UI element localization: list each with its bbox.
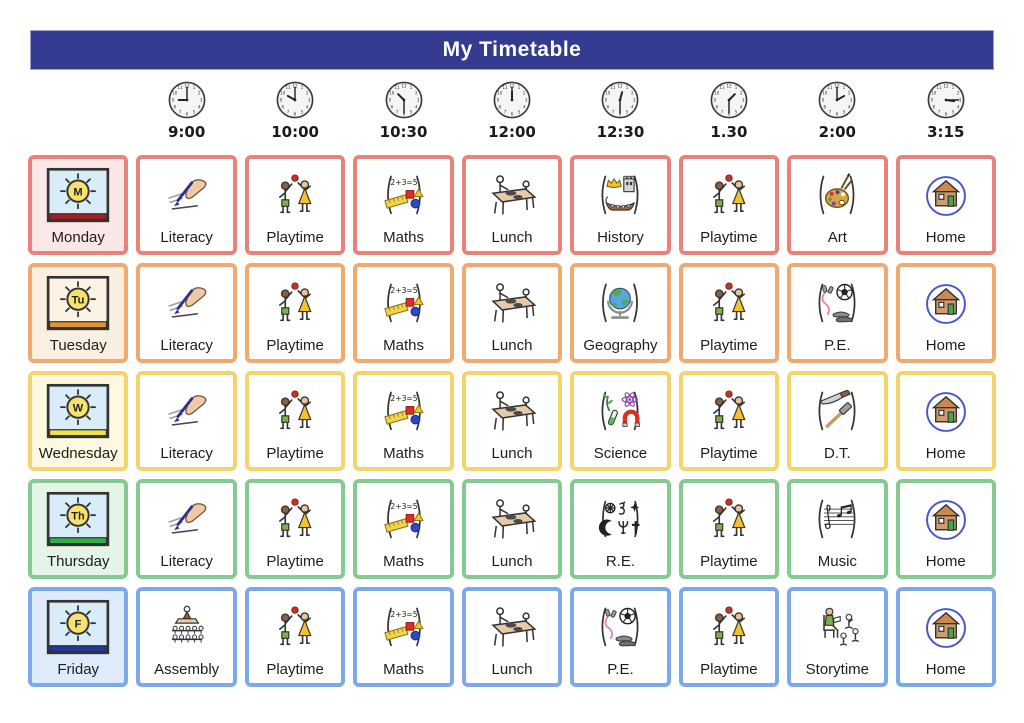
svg-text:1: 1 <box>626 85 629 91</box>
svg-text:6: 6 <box>185 111 188 117</box>
svg-text:10: 10 <box>388 90 394 96</box>
cell-thursday-3-maths <box>353 479 453 579</box>
day-cell-friday <box>28 587 128 687</box>
svg-text:F: F <box>74 618 82 631</box>
svg-text:10: 10 <box>822 90 828 96</box>
cell-wednesday-4-lunch <box>462 371 562 471</box>
svg-text:2+3=5: 2+3=5 <box>389 610 418 620</box>
day-label: Friday <box>57 661 100 678</box>
svg-text:3: 3 <box>633 97 636 103</box>
svg-text:4: 4 <box>414 104 418 110</box>
lunch-icon <box>486 494 538 546</box>
svg-text:1: 1 <box>843 85 846 91</box>
day-cell-thursday <box>28 479 128 579</box>
clock-cell-10-30 <box>353 78 453 141</box>
playtime-icon <box>269 170 321 222</box>
pe-icon <box>811 278 863 330</box>
svg-text:2: 2 <box>306 90 309 96</box>
cell-monday-5-history <box>570 155 670 255</box>
subject-label: Playtime <box>266 553 324 570</box>
svg-text:3: 3 <box>741 97 745 103</box>
svg-text:7: 7 <box>612 109 615 115</box>
art-icon <box>811 170 863 222</box>
subject-label: Storytime <box>805 661 869 678</box>
svg-text:5: 5 <box>626 109 629 115</box>
clock-row <box>28 78 996 141</box>
clock-cell-12-00 <box>462 78 562 141</box>
subject-label: Maths <box>383 445 424 462</box>
subject-label: Home <box>925 553 966 570</box>
svg-text:9: 9 <box>279 97 283 103</box>
svg-text:2+3=5: 2+3=5 <box>389 286 418 296</box>
time-label: 9:00 <box>168 123 206 141</box>
clock-cell-2-00 <box>787 78 887 141</box>
svg-text:8: 8 <box>281 104 285 110</box>
home-icon <box>920 602 972 654</box>
cell-thursday-7-music <box>787 479 887 579</box>
cell-wednesday-2-playtime <box>245 371 345 471</box>
day-label: Thursday <box>46 553 110 570</box>
svg-text:9: 9 <box>496 97 500 103</box>
subject-label: D.T. <box>823 445 851 462</box>
svg-text:Th: Th <box>71 510 85 523</box>
subject-label: Maths <box>383 553 424 570</box>
svg-text:1: 1 <box>517 85 521 91</box>
subject-label: History <box>597 229 644 246</box>
time-label: 3:15 <box>927 123 965 141</box>
svg-text:W: W <box>73 402 84 415</box>
svg-text:5: 5 <box>843 109 846 115</box>
svg-text:4: 4 <box>956 104 960 110</box>
literacy-icon <box>161 170 213 222</box>
day-cell-tuesday <box>28 263 128 363</box>
svg-text:12: 12 <box>509 83 515 89</box>
svg-text:12: 12 <box>726 83 732 89</box>
svg-text:1: 1 <box>192 85 195 91</box>
home-icon <box>920 278 972 330</box>
svg-text:12: 12 <box>943 83 949 89</box>
svg-text:12: 12 <box>617 83 623 89</box>
svg-text:7: 7 <box>829 109 832 115</box>
day-label: Wednesday <box>38 445 118 462</box>
subject-label: Literacy <box>160 229 213 246</box>
svg-text:3: 3 <box>307 97 311 103</box>
subject-label: Home <box>925 229 966 246</box>
clock-icon <box>273 78 317 122</box>
subject-label: Playtime <box>266 445 324 462</box>
subject-label: Playtime <box>266 337 324 354</box>
timetable-grid <box>28 155 996 687</box>
time-label: 10:00 <box>271 123 319 141</box>
svg-text:2: 2 <box>197 90 201 96</box>
time-label: 2:00 <box>818 123 856 141</box>
literacy-icon <box>161 278 213 330</box>
cell-thursday-2-playtime <box>245 479 345 579</box>
clock-cell-12-30 <box>570 78 670 141</box>
svg-text:11: 11 <box>827 85 833 91</box>
cell-monday-7-art <box>787 155 887 255</box>
svg-text:10: 10 <box>171 90 177 96</box>
cell-monday-4-lunch <box>462 155 562 255</box>
subject-label: Science <box>593 445 648 462</box>
svg-text:2: 2 <box>631 90 634 96</box>
svg-text:2: 2 <box>956 90 960 96</box>
svg-text:7: 7 <box>178 109 181 115</box>
svg-text:12: 12 <box>292 83 298 89</box>
svg-text:8: 8 <box>715 104 718 110</box>
subject-label: Lunch <box>491 229 533 246</box>
svg-text:7: 7 <box>503 109 507 115</box>
svg-text:10: 10 <box>714 90 720 96</box>
clock-icon <box>707 78 751 122</box>
day-monday-icon <box>46 167 110 226</box>
svg-text:5: 5 <box>734 109 738 115</box>
clock-icon <box>490 78 534 122</box>
svg-text:4: 4 <box>197 104 201 110</box>
home-icon <box>920 170 972 222</box>
svg-text:3: 3 <box>199 97 202 103</box>
cell-tuesday-1-literacy <box>136 263 236 363</box>
svg-text:6: 6 <box>944 111 948 117</box>
cell-wednesday-1-literacy <box>136 371 236 471</box>
svg-text:6: 6 <box>510 111 514 117</box>
svg-text:7: 7 <box>720 109 724 115</box>
day-label: Monday <box>51 229 105 246</box>
subject-label: Playtime <box>700 553 758 570</box>
playtime-icon <box>703 278 755 330</box>
svg-text:1: 1 <box>409 85 412 91</box>
clock-icon <box>815 78 859 122</box>
svg-text:11: 11 <box>719 85 725 91</box>
subject-label: Lunch <box>491 337 533 354</box>
svg-text:9: 9 <box>171 97 174 103</box>
title-bar <box>30 30 994 70</box>
clock-icon <box>165 78 209 122</box>
cell-thursday-6-playtime <box>679 479 779 579</box>
svg-text:5: 5 <box>517 109 521 115</box>
svg-text:9: 9 <box>930 97 933 103</box>
subject-label: Art <box>827 229 847 246</box>
lunch-icon <box>486 602 538 654</box>
cell-monday-6-playtime <box>679 155 779 255</box>
svg-text:12: 12 <box>184 83 190 89</box>
svg-text:2: 2 <box>522 90 526 96</box>
science-icon <box>594 386 646 438</box>
svg-text:6: 6 <box>619 111 622 117</box>
home-icon <box>920 494 972 546</box>
maths-icon <box>378 494 430 546</box>
svg-text:12: 12 <box>834 83 840 89</box>
history-icon <box>594 170 646 222</box>
literacy-icon <box>161 494 213 546</box>
svg-text:6: 6 <box>293 111 297 117</box>
svg-text:8: 8 <box>498 104 502 110</box>
playtime-icon <box>703 494 755 546</box>
svg-text:9: 9 <box>713 97 717 103</box>
subject-label: Literacy <box>160 337 213 354</box>
cell-thursday-4-lunch <box>462 479 562 579</box>
subject-label: Geography <box>583 337 658 354</box>
music-icon <box>811 494 863 546</box>
svg-text:2: 2 <box>414 90 418 96</box>
svg-text:11: 11 <box>610 85 616 91</box>
cell-friday-8-home <box>896 587 996 687</box>
day-tuesday-icon <box>46 275 110 334</box>
cell-wednesday-8-home <box>896 371 996 471</box>
svg-text:7: 7 <box>395 109 398 115</box>
svg-text:2+3=5: 2+3=5 <box>389 502 418 512</box>
literacy-icon <box>161 386 213 438</box>
re-icon <box>594 494 646 546</box>
cell-friday-6-playtime <box>679 587 779 687</box>
svg-text:1: 1 <box>951 85 955 91</box>
svg-text:4: 4 <box>739 104 743 110</box>
day-friday-icon <box>46 599 110 658</box>
cell-friday-5-pe <box>570 587 670 687</box>
svg-text:10: 10 <box>931 90 937 96</box>
subject-label: Playtime <box>700 337 758 354</box>
svg-text:3: 3 <box>416 97 419 103</box>
clock-icon <box>382 78 426 122</box>
page-title: My Timetable <box>442 38 582 61</box>
cell-friday-2-playtime <box>245 587 345 687</box>
cell-wednesday-6-playtime <box>679 371 779 471</box>
cell-wednesday-5-science <box>570 371 670 471</box>
svg-text:6: 6 <box>402 111 405 117</box>
playtime-icon <box>269 494 321 546</box>
clock-cell-3-15 <box>896 78 996 141</box>
svg-text:2: 2 <box>848 90 851 96</box>
subject-label: P.E. <box>607 661 634 678</box>
cell-monday-8-home <box>896 155 996 255</box>
home-icon <box>920 386 972 438</box>
svg-text:6: 6 <box>836 111 839 117</box>
maths-icon <box>378 386 430 438</box>
svg-text:3: 3 <box>958 97 962 103</box>
svg-text:M: M <box>73 186 83 199</box>
cell-tuesday-5-geography <box>570 263 670 363</box>
subject-label: Lunch <box>491 445 533 462</box>
cell-tuesday-6-playtime <box>679 263 779 363</box>
subject-label: Music <box>817 553 857 570</box>
cell-thursday-8-home <box>896 479 996 579</box>
maths-icon <box>378 602 430 654</box>
svg-text:2: 2 <box>739 90 743 96</box>
time-label: 12:00 <box>488 123 536 141</box>
svg-text:9: 9 <box>605 97 608 103</box>
svg-text:1: 1 <box>300 85 304 91</box>
svg-text:4: 4 <box>522 104 526 110</box>
cell-friday-3-maths <box>353 587 453 687</box>
svg-text:Tu: Tu <box>71 294 85 307</box>
svg-text:4: 4 <box>631 104 634 110</box>
day-cell-wednesday <box>28 371 128 471</box>
dt-icon <box>811 386 863 438</box>
subject-label: Literacy <box>160 445 213 462</box>
svg-text:8: 8 <box>173 104 176 110</box>
playtime-icon <box>703 386 755 438</box>
svg-text:6: 6 <box>727 111 731 117</box>
lunch-icon <box>486 170 538 222</box>
time-label: 10:30 <box>379 123 428 141</box>
clock-cell-10-00 <box>245 78 345 141</box>
playtime-icon <box>269 278 321 330</box>
subject-label: Playtime <box>700 661 758 678</box>
cell-friday-1-assembly <box>136 587 236 687</box>
cell-friday-4-lunch <box>462 587 562 687</box>
svg-text:5: 5 <box>300 109 304 115</box>
svg-text:8: 8 <box>823 104 827 110</box>
svg-text:11: 11 <box>285 85 291 91</box>
cell-tuesday-8-home <box>896 263 996 363</box>
day-cell-monday <box>28 155 128 255</box>
svg-text:9: 9 <box>388 97 391 103</box>
subject-label: Maths <box>383 661 424 678</box>
svg-text:5: 5 <box>409 109 412 115</box>
svg-text:11: 11 <box>177 85 183 91</box>
clock-icon <box>924 78 968 122</box>
maths-icon <box>378 170 430 222</box>
subject-label: Lunch <box>491 661 533 678</box>
subject-label: R.E. <box>605 553 636 570</box>
svg-text:7: 7 <box>286 109 290 115</box>
svg-text:8: 8 <box>606 104 610 110</box>
svg-text:12: 12 <box>401 83 407 89</box>
cell-thursday-5-re <box>570 479 670 579</box>
maths-icon <box>378 278 430 330</box>
playtime-icon <box>703 170 755 222</box>
subject-label: Maths <box>383 337 424 354</box>
svg-text:3: 3 <box>524 97 528 103</box>
day-thursday-icon <box>46 491 110 550</box>
svg-text:3: 3 <box>850 97 853 103</box>
svg-text:2+3=5: 2+3=5 <box>389 178 418 188</box>
time-label: 1.30 <box>710 123 748 141</box>
clock-cell-1-30 <box>679 78 779 141</box>
playtime-icon <box>703 602 755 654</box>
svg-text:8: 8 <box>390 104 393 110</box>
svg-text:9: 9 <box>821 97 825 103</box>
svg-text:2+3=5: 2+3=5 <box>389 394 418 404</box>
cell-wednesday-3-maths <box>353 371 453 471</box>
svg-text:10: 10 <box>497 90 503 96</box>
cell-monday-1-literacy <box>136 155 236 255</box>
playtime-icon <box>269 602 321 654</box>
svg-text:4: 4 <box>848 104 851 110</box>
subject-label: Playtime <box>700 229 758 246</box>
svg-text:11: 11 <box>936 85 942 91</box>
cell-monday-2-playtime <box>245 155 345 255</box>
subject-label: Playtime <box>266 229 324 246</box>
day-wednesday-icon <box>46 383 110 442</box>
svg-text:11: 11 <box>393 85 400 91</box>
day-label: Tuesday <box>49 337 107 354</box>
pe-icon <box>594 602 646 654</box>
svg-text:8: 8 <box>932 104 935 110</box>
lunch-icon <box>486 386 538 438</box>
cell-tuesday-4-lunch <box>462 263 562 363</box>
svg-text:5: 5 <box>951 109 955 115</box>
subject-label: Home <box>925 661 966 678</box>
subject-label: Literacy <box>160 553 213 570</box>
subject-label: Playtime <box>700 445 758 462</box>
subject-label: Playtime <box>266 661 324 678</box>
cell-tuesday-7-pe <box>787 263 887 363</box>
playtime-icon <box>269 386 321 438</box>
time-label: 12:30 <box>596 123 645 141</box>
svg-text:7: 7 <box>937 109 940 115</box>
svg-text:1: 1 <box>734 85 738 91</box>
cell-wednesday-7-dt <box>787 371 887 471</box>
lunch-icon <box>486 278 538 330</box>
svg-text:10: 10 <box>280 90 286 96</box>
subject-label: Home <box>925 337 966 354</box>
clock-row-spacer <box>28 78 128 141</box>
cell-tuesday-3-maths <box>353 263 453 363</box>
svg-text:4: 4 <box>306 104 309 110</box>
cell-friday-7-storytime <box>787 587 887 687</box>
subject-label: Lunch <box>491 553 533 570</box>
svg-text:11: 11 <box>502 85 508 91</box>
subject-label: P.E. <box>824 337 851 354</box>
svg-text:10: 10 <box>605 90 611 96</box>
assembly-icon <box>161 602 213 654</box>
subject-label: Assembly <box>154 661 220 678</box>
clock-icon <box>598 78 642 122</box>
geography-icon <box>594 278 646 330</box>
cell-tuesday-2-playtime <box>245 263 345 363</box>
subject-label: Maths <box>383 229 424 246</box>
clock-cell-9-00 <box>136 78 236 141</box>
svg-text:5: 5 <box>192 109 195 115</box>
cell-thursday-1-literacy <box>136 479 236 579</box>
storytime-icon <box>811 602 863 654</box>
subject-label: Home <box>925 445 966 462</box>
cell-monday-3-maths <box>353 155 453 255</box>
